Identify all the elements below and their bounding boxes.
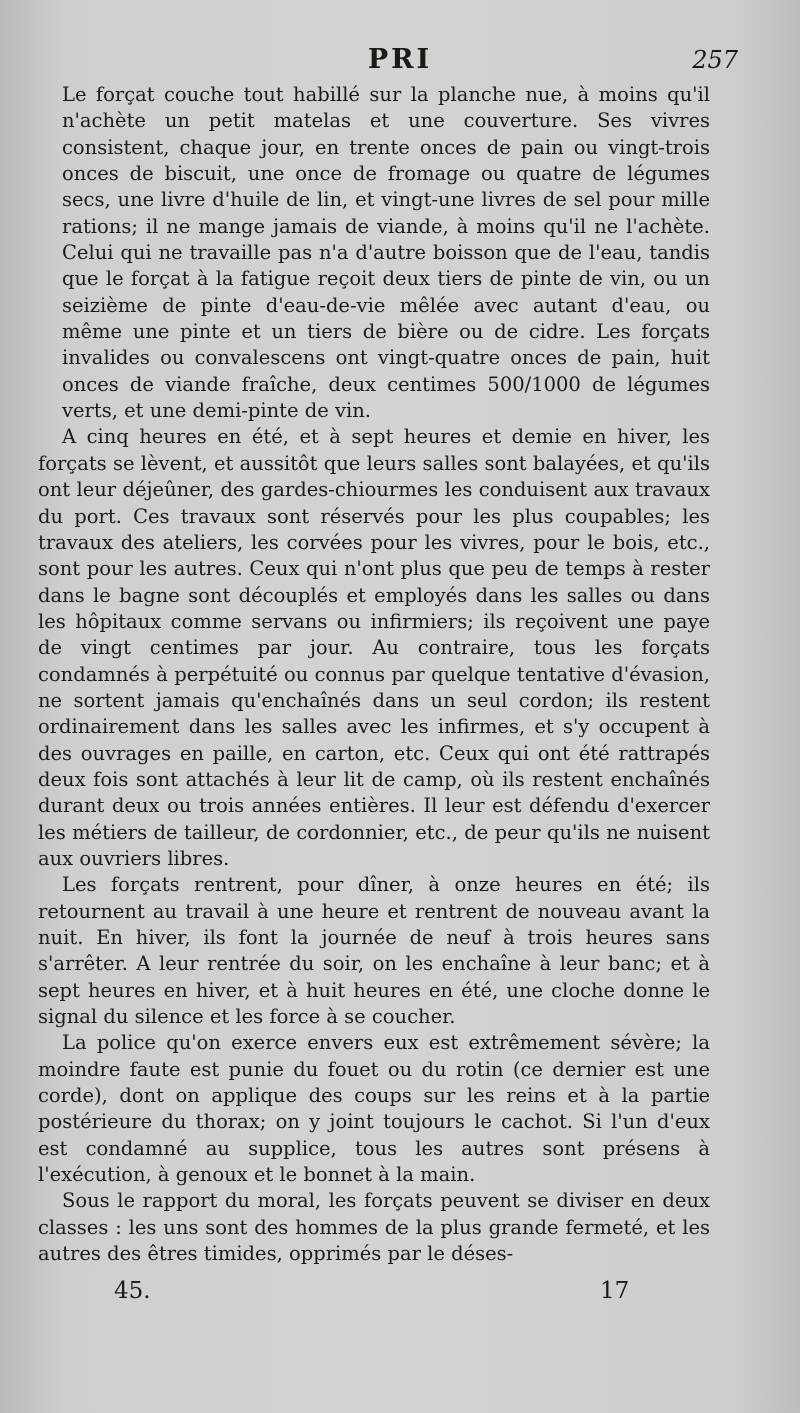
page-footer <box>40 1278 760 1318</box>
running-head: PRI <box>367 44 433 75</box>
page-number: 257 <box>692 46 738 74</box>
body-text <box>38 82 710 1267</box>
paragraph-rations: Le forçat couche tout habillé sur la planche nue, à moins qu'il n'achète un petit matelas et une couverture. Ses vivres consistent, chaque jour, en trente onces de pain ou vingt-trois onces de biscuit, une once de fromage ou quatre de légumes secs, une livre d'huile de lin, et vingt-une livres de sel pour mille rations; il ne mange jamais de viande, à moins qu'il ne l'achète. Celui qui ne travaille pas n'a d'autre boisson que de l'eau, tandis que le forçat à la fatigue reçoit deux tiers de pinte de vin, ou un seizième de pinte d'eau-de-vie mêlée avec autant d'eau, ou même une pinte et un tiers de bière ou de cidre. Les forçats invalides ou convalescens ont vingt-quatre onces de pain, huit onces de viande fraîche, deux centimes 500/1000 de légumes verts, et une demi-pinte de vin. <box>62 83 710 423</box>
paragraph-moral: Sous le rapport du moral, les forçats peuvent se diviser en deux classes : les uns sont des hommes de la plus grande fermeté, et les autres des êtres timides, opprimés par le déses- <box>38 1189 710 1266</box>
sheet-number: 17 <box>600 1278 630 1304</box>
paragraph-daily-schedule: A cinq heures en été, et à sept heures et demie en hiver, les forçats se lèvent, et aussitôt que leurs salles sont balayées, et qu'ils ont leur déjeûner, des gardes-chiourmes les conduisent aux travaux du port. Ces travaux sont réservés pour les plus coupables; les travaux des ateliers, les corvées pour les vivres, pour le bois, etc., sont pour les autres. Ceux qui n'ont plus que peu de temps à rester dans le bagne sont découplés et employés dans les salles ou dans les hôpitaux comme servans ou infirmiers; ils reçoivent une paye de vingt centimes par jour. Au contraire, tous les forçats condamnés à perpétuité ou connus par quelque tentative d'évasion, ne sortent jamais qu'enchaînés dans un seul cordon; ils restent ordinairement dans les salles avec les infirmes, et s'y occupent à des ouvrages en paille, en carton, etc. Ceux qui ont été rattrapés deux fois sont attachés à leur lit de camp, où ils restent enchaînés durant deux ou trois années entières. Il leur est défendu d'exercer les métiers de tailleur, de cordonnier, etc., de peur qu'ils ne nuisent aux ouvriers libres. <box>38 425 710 870</box>
paragraph-meals: Les forçats rentrent, pour dîner, à onze heures en été; ils retournent au travail à une heure et rentrent de nouveau avant la nuit. En hiver, ils font la journée de neuf à trois heures sans s'arrêter. A leur rentrée du soir, on les enchaîne à leur banc; et à sept heures en hiver, et à huit heures en été, une cloche donne le signal du silence et les force à se coucher. <box>38 873 710 1029</box>
page-header <box>40 44 760 84</box>
paragraph-police: La police qu'on exerce envers eux est extrêmement sévère; la moindre faute est punie du fouet ou du rotin (ce dernier est une corde), dont on applique des coups sur les reins et à la partie postérieure du thorax; on y joint toujours le cachot. Si l'un d'eux est condamné au supplice, tous les autres sont présens à l'exécution, à genoux et le bonnet à la main. <box>38 1031 710 1187</box>
signature-mark: 45. <box>114 1278 151 1304</box>
